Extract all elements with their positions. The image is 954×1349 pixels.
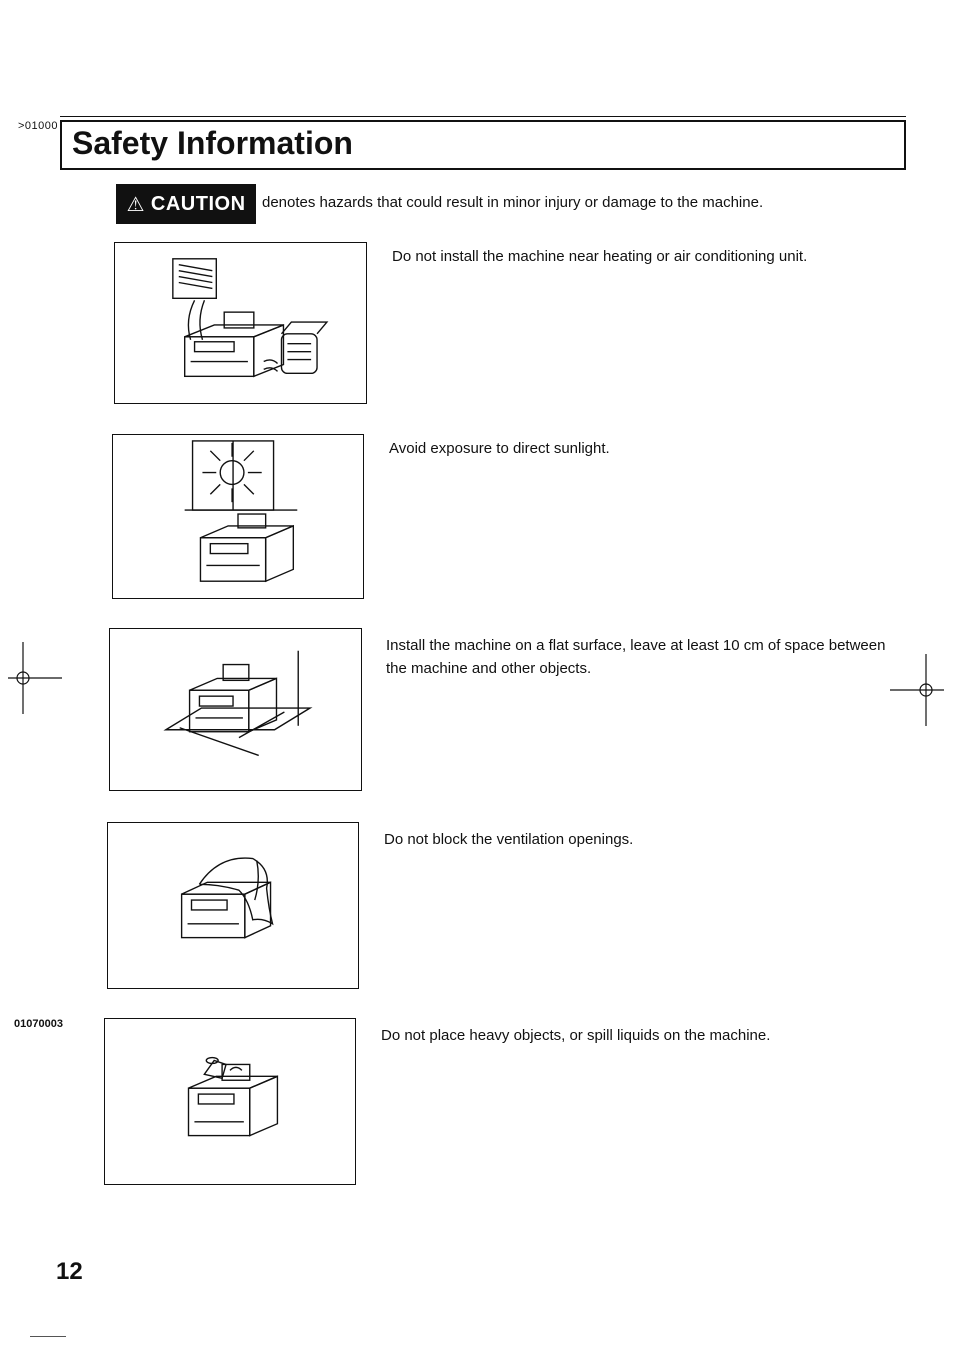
item-text-2: Avoid exposure to direct sunlight.	[389, 440, 610, 457]
caution-badge	[116, 184, 256, 224]
illustration-heater-ac	[114, 242, 367, 404]
page-number: 12	[56, 1258, 83, 1285]
side-code: 01070003	[14, 1018, 63, 1030]
caution-label: CAUTION	[150, 192, 246, 215]
item-text-1: Do not install the machine near heating or air conditioning unit.	[392, 248, 808, 265]
registration-mark-icon	[6, 640, 66, 716]
machine-covered-icon	[108, 823, 358, 988]
document-code: >01000	[18, 120, 59, 132]
machine-clearance-icon	[110, 629, 361, 790]
machine-sunlight-icon	[113, 435, 363, 598]
illustration-clearance	[109, 628, 362, 791]
item-text-3: Install the machine on a flat surface, leave at least 10 cm of space between the machine and other objects.	[386, 637, 886, 678]
item-text-4: Do not block the ventilation openings.	[384, 831, 634, 848]
title-box	[60, 120, 906, 170]
page-title: Safety Information	[72, 125, 353, 161]
caution-description: denotes hazards that could result in minor injury or damage to the machine.	[262, 194, 764, 211]
registration-mark-icon	[888, 652, 948, 728]
illustration-sunlight	[112, 434, 364, 599]
item-text-5: Do not place heavy objects, or spill liquids on the machine.	[381, 1027, 771, 1044]
bottom-rule	[30, 1336, 66, 1337]
illustration-ventilation	[107, 822, 359, 989]
warning-triangle-icon: ⚠	[126, 193, 145, 216]
machine-objects-icon	[105, 1019, 355, 1184]
machine-heater-ac-icon	[115, 243, 366, 403]
illustration-heavy-objects	[104, 1018, 356, 1185]
